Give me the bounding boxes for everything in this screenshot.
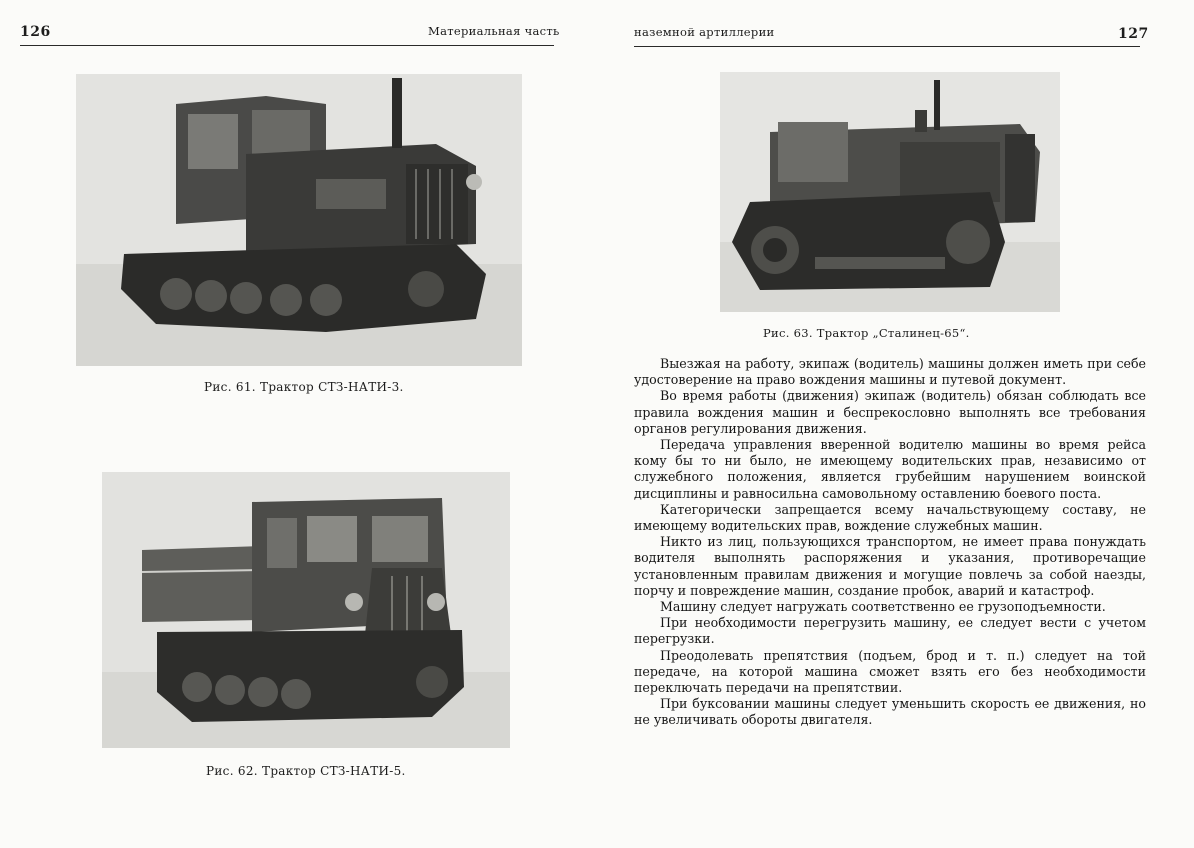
- figure-61-caption: Рис. 61. Трактор СТЗ-НАТИ-3.: [204, 380, 404, 394]
- right-page-number: 127: [1118, 26, 1149, 42]
- paragraph: Передача управления вверенной водителю машины во время рейса кому бы то ни было, не имеющему водительских прав, независимо от служебного положения, является грубейшим нарушением воинской дисциплины и равносильна самовольному оставлению боевого поста.: [634, 437, 1146, 501]
- paragraph: При необходимости перегрузить машину, ее следует вести с учетом перегрузки.: [634, 615, 1146, 647]
- figure-62-photo: [102, 472, 510, 748]
- paragraph: Преодолевать препятствия (подъем, брод и т. п.) следует на той передаче, на которой машина сможет взять его без необходимости переключать передачи на препятствии.: [634, 647, 1146, 696]
- body-text: [634, 356, 1146, 729]
- paragraph: Выезжая на работу, экипаж (водитель) машины должен иметь при себе удостоверение на право вождения машины и путевой документ.: [634, 356, 1146, 388]
- right-head-rule: [634, 46, 1140, 47]
- tractor-stz-nati-5-image: [102, 472, 510, 748]
- paragraph: Машину следует нагружать соответственно ее грузоподъемности.: [660, 599, 1106, 615]
- tractor-stalinets-65-image: [720, 72, 1060, 312]
- paragraph: При буксовании машины следует уменьшить скорость ее движения, но не увеличивать обороты двигателя.: [634, 696, 1146, 728]
- figure-62-caption: Рис. 62. Трактор СТЗ-НАТИ-5.: [206, 764, 406, 778]
- paragraph: Категорически запрещается всему начальствующему составу, не имеющему водительских прав, вождение служебных машин.: [634, 501, 1146, 534]
- left-head-rule: [20, 45, 554, 46]
- left-page-number: 126: [20, 24, 51, 40]
- figure-63-photo: [720, 72, 1060, 312]
- tractor-stz-nati-3-image: [76, 74, 522, 366]
- left-running-head: Материальная часть: [428, 24, 560, 38]
- figure-63-caption: Рис. 63. Трактор „Сталинец-65“.: [763, 326, 970, 340]
- paragraph: Никто из лиц, пользующихся транспортом, не имеет права понуждать водителя выполнять распоряжения и указания, противоречащие установленным правилам движения и могущие повлечь за собой наезды, порчу и повреждение машин, создание пробок, аварий и катастроф.: [634, 534, 1146, 598]
- figure-61-photo: [76, 74, 522, 366]
- paragraph: Во время работы (движения) экипаж (водитель) обязан соблюдать все правила вождения машин и беспрекословно выполнять все требования органов регулирования движения.: [634, 388, 1146, 436]
- right-running-head: наземной артиллерии: [634, 25, 775, 39]
